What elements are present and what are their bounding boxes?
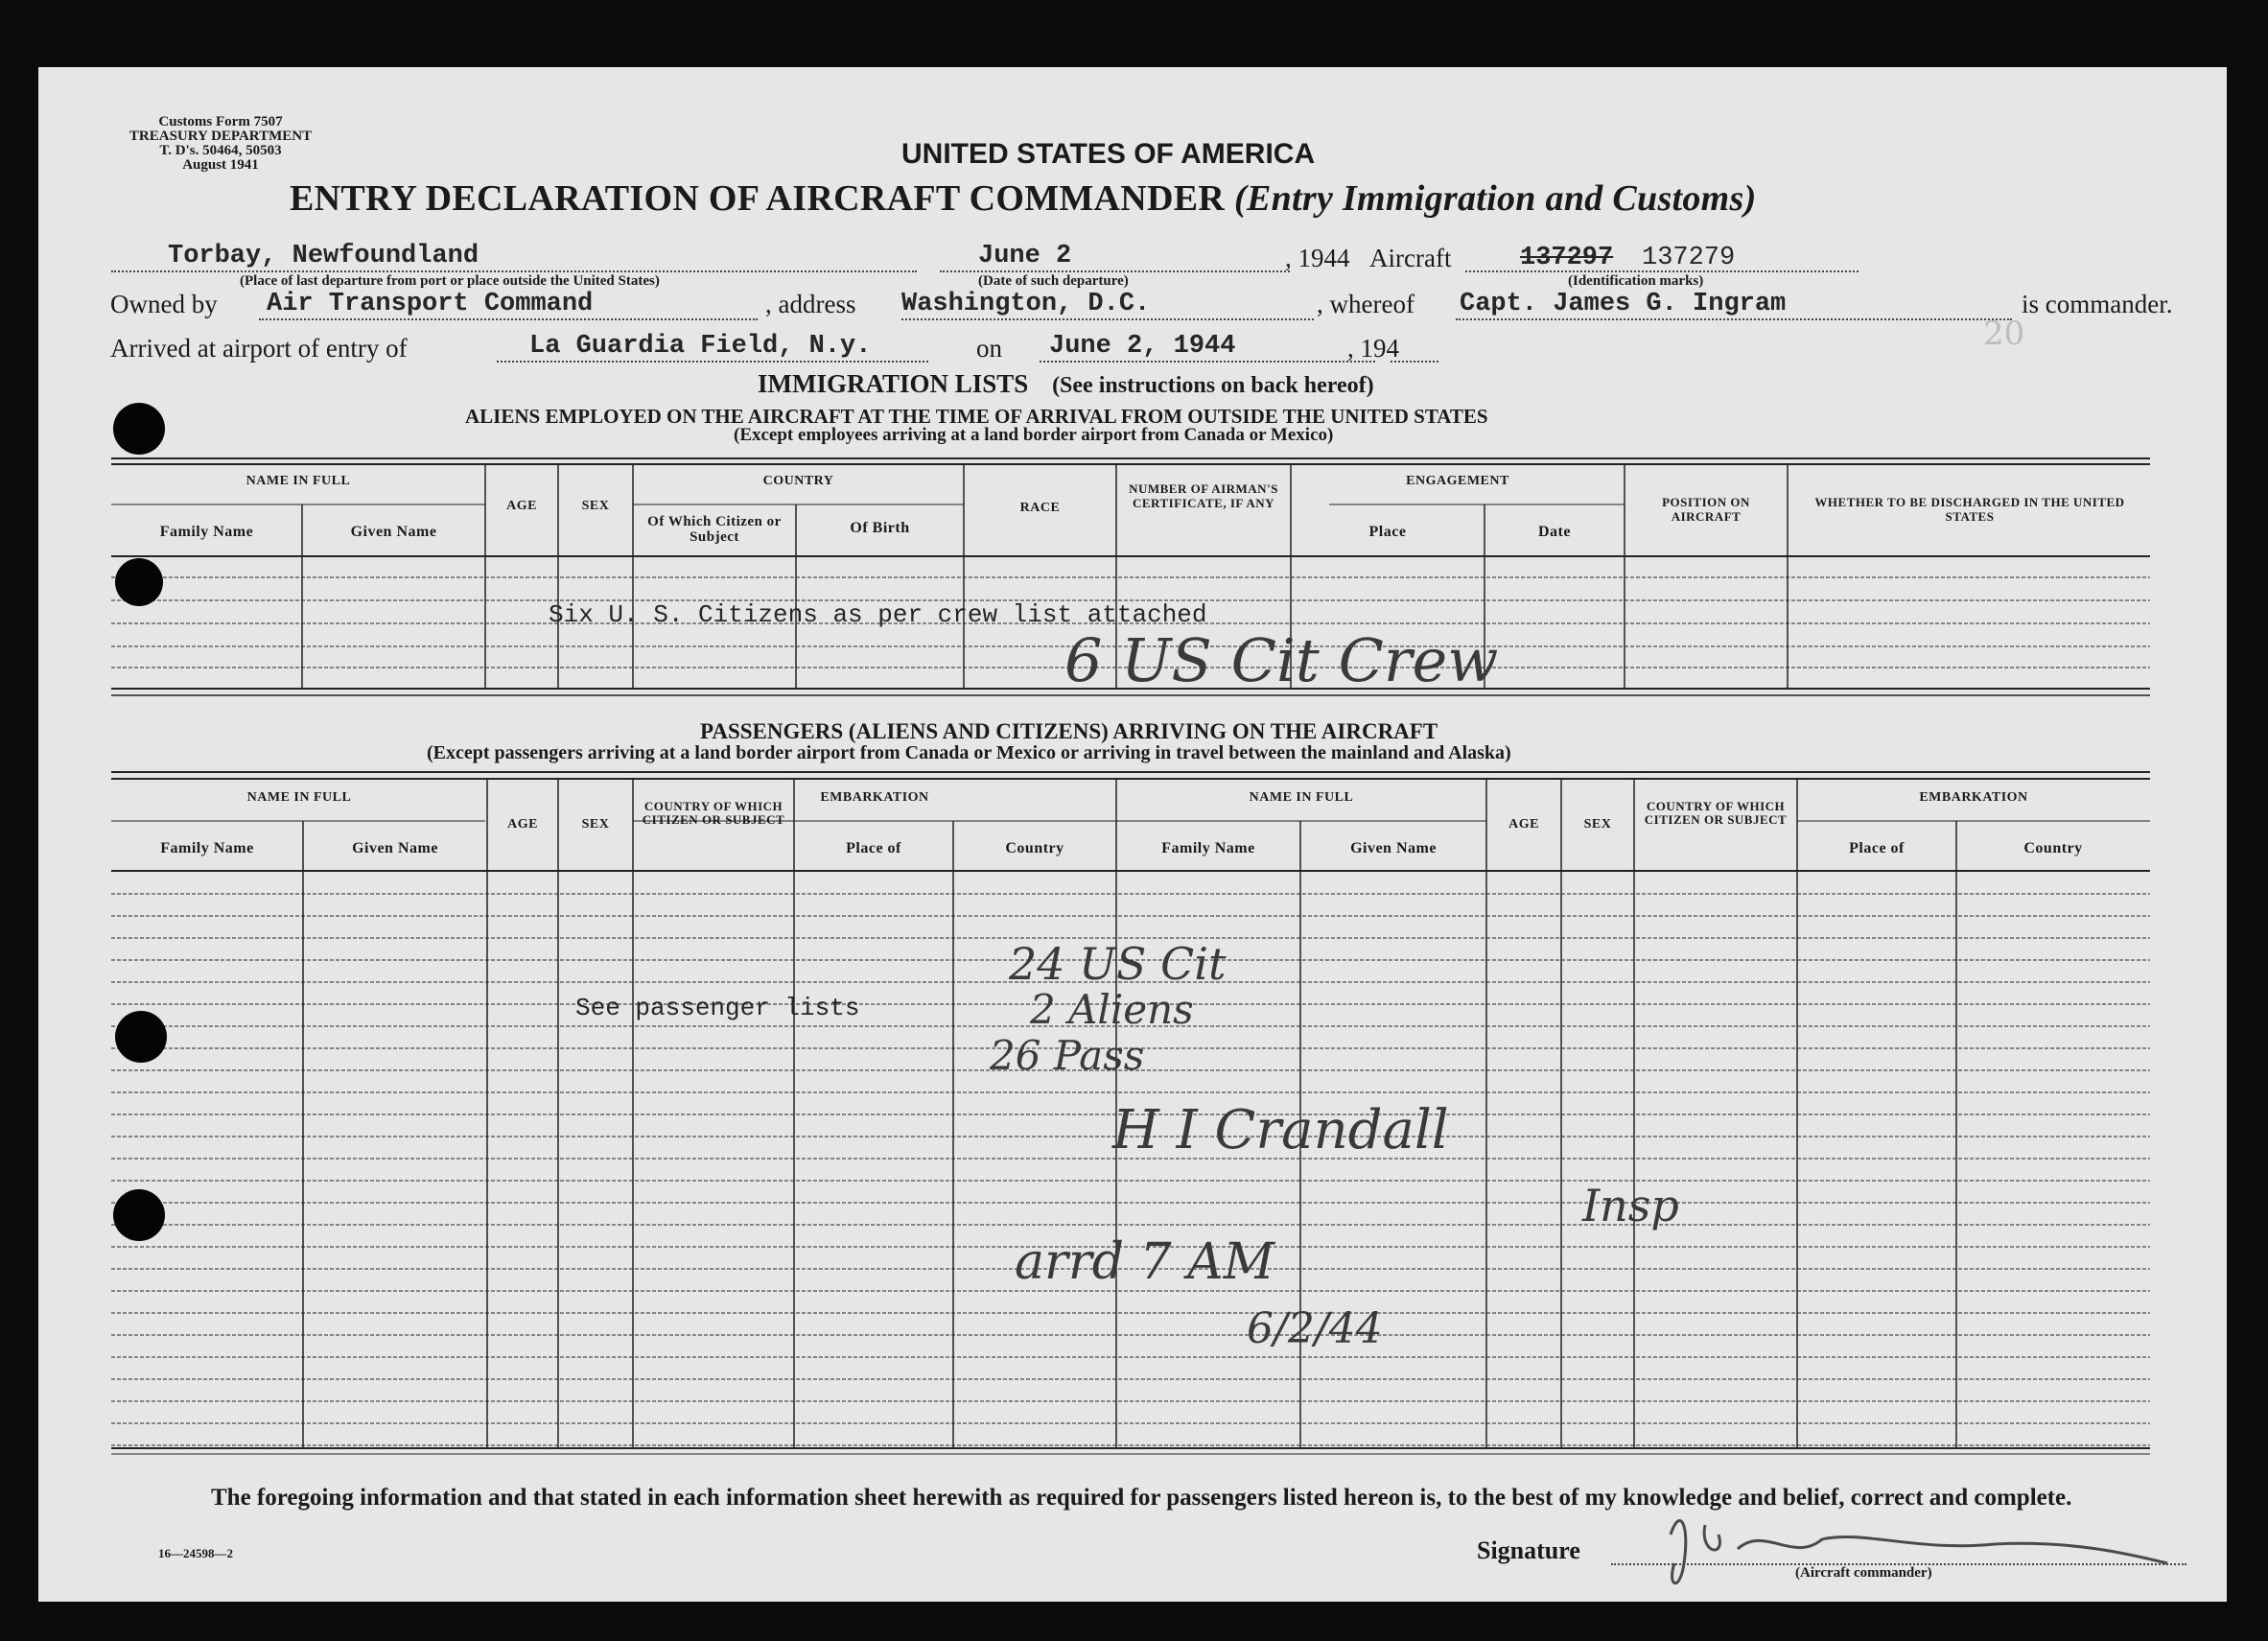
aliens-hdr-position: POSITION ON AIRCRAFT xyxy=(1662,495,1750,524)
aircraft-caption: (Identification marks) xyxy=(1568,273,1704,289)
pass-hdr-sex-right: SEX xyxy=(1583,817,1612,832)
departure-place: Torbay, Newfoundland xyxy=(168,242,479,270)
pass-hdr-name-left: NAME IN FULL xyxy=(246,790,352,805)
aliens-hdr-engagement: ENGAGEMENT xyxy=(1406,474,1509,488)
immigration-title xyxy=(758,369,1374,399)
pass-hdr-given-right: Given Name xyxy=(1350,840,1437,856)
aliens-typed-note: Six U. S. Citizens as per crew list attached xyxy=(549,600,1207,629)
aliens-hdr-citizen: Of Which Citizen or Subject xyxy=(647,514,782,545)
pass-hdr-age-right: AGE xyxy=(1508,817,1539,832)
passengers-subtitle: (Except passengers arriving at a land border airport from Canada or Mexico or arriving in travel between the mainland and Alaska) xyxy=(427,742,1511,763)
form-number: Customs Form 7507 xyxy=(158,114,283,129)
punch-hole-3 xyxy=(115,1011,167,1063)
pass-hdr-country-left: Country xyxy=(1005,840,1064,856)
pass-hdr-age-left: AGE xyxy=(507,817,538,832)
pass-hdr-embark-left: EMBARKATION xyxy=(820,790,929,805)
margin-number: 20 xyxy=(1983,315,2025,353)
aliens-handwritten-note: 6 US Cit Crew xyxy=(1064,625,1499,695)
pass-hdr-citizen-right: COUNTRY OF WHICH CITIZEN OR SUBJECT xyxy=(1644,799,1788,827)
punch-hole-1 xyxy=(113,403,165,455)
commander-suffix: is commander. xyxy=(2022,290,2173,318)
pass-hdr-family-left: Family Name xyxy=(160,840,254,856)
form-title xyxy=(290,177,1757,220)
form-title-paren: (Entry Immigration and Customs) xyxy=(1233,178,1757,219)
pass-hdr-sex-left: SEX xyxy=(581,817,610,832)
address-label: , address xyxy=(765,290,856,318)
footer-statement: The foregoing information and that stated in each information sheet herewith as required for passengers listed hereon is, to the best of my knowledge and belief, correct and complete. xyxy=(211,1485,2072,1511)
departure-place-line xyxy=(111,270,917,272)
hand-passengers: 26 Pass xyxy=(990,1032,1145,1079)
aliens-hdr-name: NAME IN FULL xyxy=(246,474,351,488)
aliens-hdr-country: COUNTRY xyxy=(762,474,834,488)
owner-value: Air Transport Command xyxy=(267,290,594,318)
departure-year-value: 1944 xyxy=(1298,244,1350,272)
departure-place-caption: (Place of last departure from port or place outside the United States) xyxy=(240,273,660,289)
hand-us-citizens: 24 US Cit xyxy=(1009,938,1227,990)
departure-date-line xyxy=(940,270,1290,272)
departure-date: June 2 xyxy=(978,242,1072,270)
commander-name: Capt. James G. Ingram xyxy=(1460,290,1787,318)
form-sheet xyxy=(38,67,2227,1602)
owner-address: Washington, D.C. xyxy=(901,290,1151,318)
pass-hdr-place-left: Place of xyxy=(846,840,901,856)
pass-hdr-name-right: NAME IN FULL xyxy=(1249,790,1354,805)
passengers-title: PASSENGERS (ALIENS AND CITIZENS) ARRIVING ON THE AIRCRAFT xyxy=(700,719,1438,743)
aliens-title: ALIENS EMPLOYED ON THE AIRCRAFT AT THE TIME OF ARRIVAL FROM OUTSIDE THE UNITED STATES xyxy=(465,405,1488,428)
aliens-hdr-discharged: WHETHER TO BE DISCHARGED IN THE UNITED STATES xyxy=(1814,495,2125,524)
signature-label: Signature xyxy=(1477,1536,1580,1564)
department: TREASURY DEPARTMENT xyxy=(129,129,313,144)
aircraft-line xyxy=(1465,270,1859,272)
immigration-instructions: (See instructions on back hereof) xyxy=(1052,373,1374,398)
pass-hdr-given-left: Given Name xyxy=(352,840,438,856)
owner-label: Owned by xyxy=(110,290,218,318)
aliens-hdr-given: Given Name xyxy=(350,524,437,540)
form-title-main: ENTRY DECLARATION OF AIRCRAFT COMMANDER xyxy=(290,178,1226,219)
arrival-year-line xyxy=(1391,361,1438,363)
pass-hdr-family-right: Family Name xyxy=(1161,840,1255,856)
hand-inspector: H I Crandall xyxy=(1112,1099,1449,1161)
hand-arrival-date: 6/2/44 xyxy=(1247,1304,1383,1353)
arrival-date: June 2, 1944 xyxy=(1049,332,1236,361)
aliens-hdr-birth: Of Birth xyxy=(850,520,910,536)
signature-caption: (Aircraft commander) xyxy=(1795,1565,1932,1581)
aircraft-id-struck: 137297 xyxy=(1520,244,1614,272)
passengers-typed-note: See passenger lists xyxy=(575,994,860,1022)
address-line xyxy=(901,318,1314,320)
arrival-label: Arrived at airport of entry of xyxy=(110,334,408,363)
arrival-airport: La Guardia Field, N.y. xyxy=(529,332,872,361)
owner-line xyxy=(259,318,758,320)
punch-hole-2 xyxy=(115,558,163,606)
pass-hdr-country-right: Country xyxy=(2023,840,2083,856)
hand-insp: Insp xyxy=(1582,1180,1679,1231)
aliens-subtitle: (Except employees arriving at a land border airport from Canada or Mexico) xyxy=(734,425,1334,445)
form-date: August 1941 xyxy=(182,157,259,173)
arrival-on-label: on xyxy=(976,334,1002,363)
hand-arrival-time: arrd 7 AM xyxy=(1015,1233,1274,1291)
departure-year: , 1944 xyxy=(1285,244,1350,272)
hand-aliens: 2 Aliens xyxy=(1030,986,1194,1033)
commander-line xyxy=(1456,318,2012,320)
aliens-hdr-family: Family Name xyxy=(159,524,254,540)
aliens-hdr-race: RACE xyxy=(1019,501,1061,515)
whereof-label: , whereof xyxy=(1317,290,1415,318)
aliens-hdr-certificate: NUMBER OF AIRMAN'S CERTIFICATE, IF ANY xyxy=(1129,481,1278,510)
arrival-airport-line xyxy=(497,361,928,363)
pass-hdr-place-right: Place of xyxy=(1849,840,1905,856)
aliens-hdr-place: Place xyxy=(1368,524,1407,540)
pass-hdr-citizen-left: COUNTRY OF WHICH CITIZEN OR SUBJECT xyxy=(642,799,785,827)
aircraft-label: Aircraft xyxy=(1369,244,1452,272)
pass-hdr-embark-right: EMBARKATION xyxy=(1919,790,2028,805)
aliens-hdr-date: Date xyxy=(1538,524,1571,540)
form-meta xyxy=(125,115,316,173)
arrival-year-suffix: , 194 xyxy=(1347,334,1399,363)
td-numbers: T. D's. 50464, 50503 xyxy=(159,143,282,158)
immigration-title-text: IMMIGRATION LISTS xyxy=(758,369,1029,398)
departure-date-caption: (Date of such departure) xyxy=(978,273,1129,289)
aliens-hdr-age: AGE xyxy=(506,499,537,513)
arrival-date-line xyxy=(1040,361,1375,363)
punch-hole-4 xyxy=(113,1189,165,1241)
aircraft-id: 137279 xyxy=(1642,244,1736,272)
country-heading: UNITED STATES OF AMERICA xyxy=(901,138,1316,170)
aliens-hdr-sex: SEX xyxy=(581,499,610,513)
print-code: 16—24598—2 xyxy=(158,1546,233,1560)
